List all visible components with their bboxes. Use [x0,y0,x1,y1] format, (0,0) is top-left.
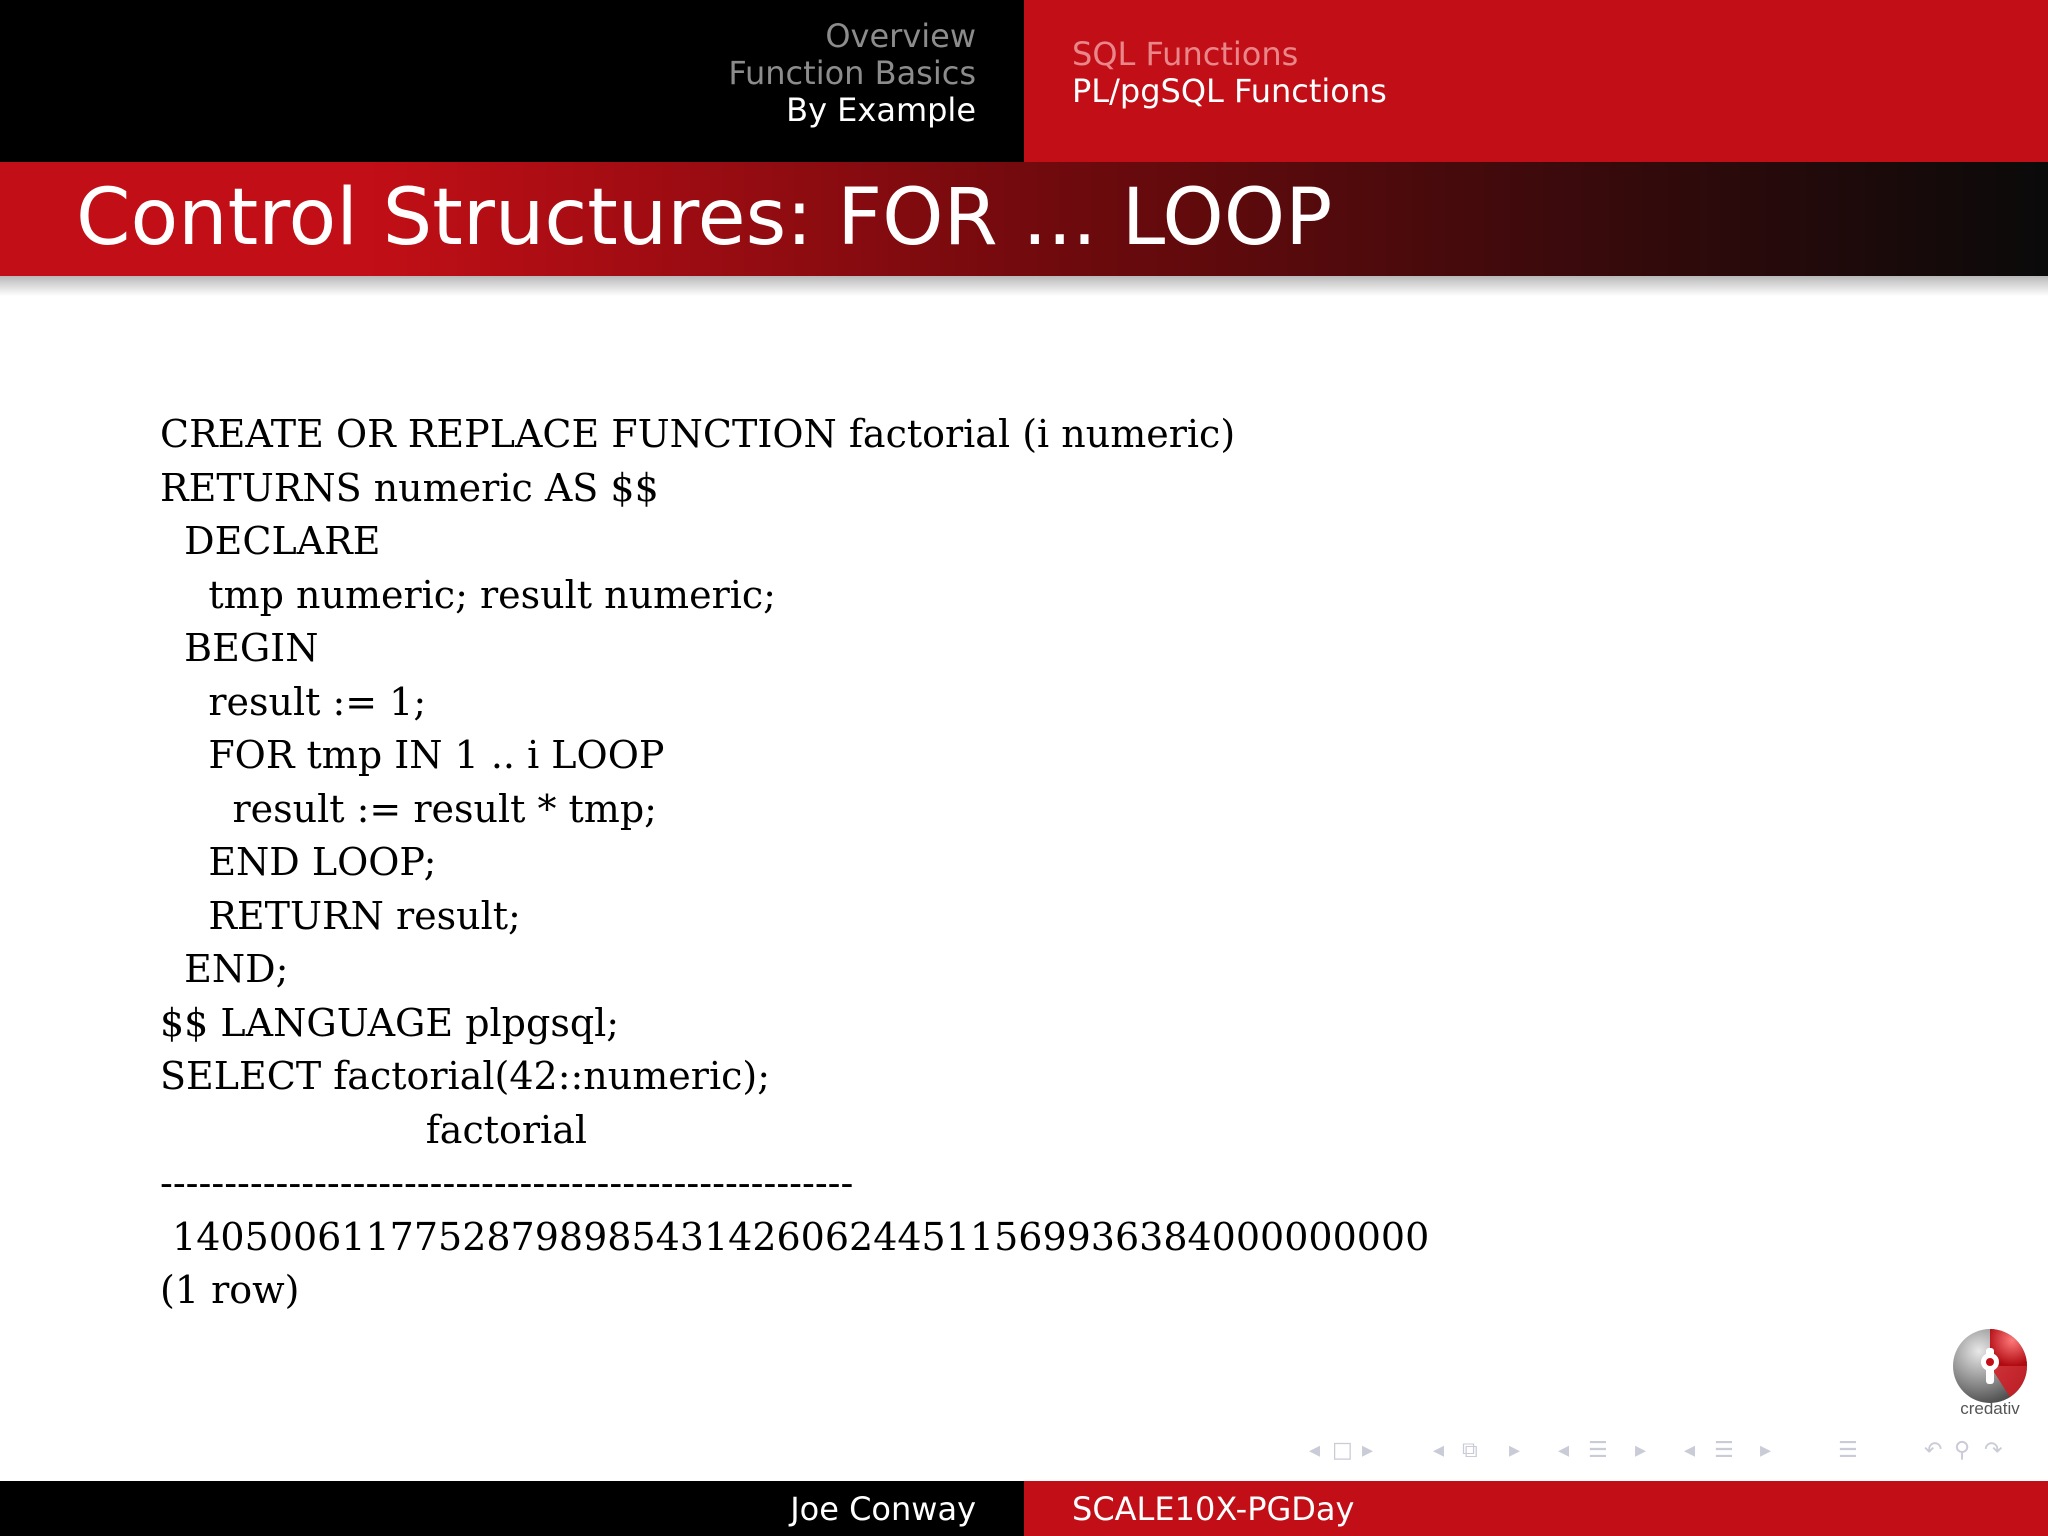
undo-icon[interactable]: ↶ [1924,1438,1943,1463]
code-line: RETURN result; [160,893,521,938]
code-line: DECLARE [160,519,381,563]
code-line: (1 row) [160,1268,300,1312]
code-line: RETURNS numeric AS $$ [160,465,659,510]
code-line: END; [160,947,289,991]
subsection-list [1072,36,1387,110]
section-link-overview[interactable]: Overview [825,17,976,55]
frame-icon[interactable]: □ [1332,1438,1353,1463]
footer-event: SCALE10X-PGDay [1072,1490,1355,1528]
arrow-left-icon[interactable]: ◂ [1558,1438,1570,1463]
arrow-right-icon[interactable]: ▸ [1509,1438,1521,1463]
footer-event-panel [1024,1481,2048,1536]
arrow-left-icon[interactable]: ◂ [1309,1438,1321,1463]
subsection-icon[interactable]: ⧉ [1462,1438,1478,1463]
code-line: SELECT factorial(42::numeric); [160,1054,771,1098]
title-bar-shadow [0,276,2048,296]
code-line: $$ LANGUAGE plpgsql; [160,1000,620,1045]
subsection-link-sql-functions[interactable]: SQL Functions [1072,35,1299,73]
document-icon[interactable]: ☰ [1714,1438,1734,1463]
header-subsections-panel [1024,0,2048,162]
code-line: 1405006117752879898543142606244511569936384000000000 [160,1214,1430,1259]
code-line: factorial [160,1107,588,1152]
section-link-function-basics[interactable]: Function Basics [728,54,976,92]
logo-wordmark: credativ [1960,1399,2020,1418]
search-icon[interactable]: ⚲ [1954,1438,1971,1463]
arrow-right-icon[interactable]: ▸ [1760,1438,1772,1463]
arrow-right-icon[interactable]: ▸ [1362,1438,1374,1463]
section-list [728,18,976,129]
navigation-symbols [1300,1432,2040,1470]
arrow-left-icon[interactable]: ◂ [1684,1438,1696,1463]
code-line: result := result * tmp; [160,786,657,831]
code-line: BEGIN [160,626,319,670]
section-icon[interactable]: ☰ [1588,1438,1608,1463]
frame-title: Control Structures: FOR ... LOOP [76,173,1333,263]
code-line: FOR tmp IN 1 .. i LOOP [160,733,665,777]
footer-author-panel [0,1481,1024,1536]
header-sections-panel [0,0,1024,162]
credativ-logo [1950,1328,2030,1418]
footer-author: Joe Conway [790,1490,976,1528]
code-listing [160,408,1429,1318]
section-link-by-example[interactable]: By Example [786,91,976,129]
arrow-left-icon[interactable]: ◂ [1433,1438,1445,1463]
redo-icon[interactable]: ↷ [1984,1438,2003,1463]
code-line: CREATE OR REPLACE FUNCTION factorial (i numeric) [160,412,1236,456]
code-line: tmp numeric; result numeric; [160,572,776,617]
outline-icon[interactable]: ☰ [1838,1438,1858,1463]
code-line: ------------------------------------------------------ [160,1161,854,1205]
code-line: END LOOP; [160,840,437,884]
subsection-link-plpgsql-functions[interactable]: PL/pgSQL Functions [1072,72,1387,110]
arrow-right-icon[interactable]: ▸ [1635,1438,1647,1463]
code-line: result := 1; [160,679,427,724]
